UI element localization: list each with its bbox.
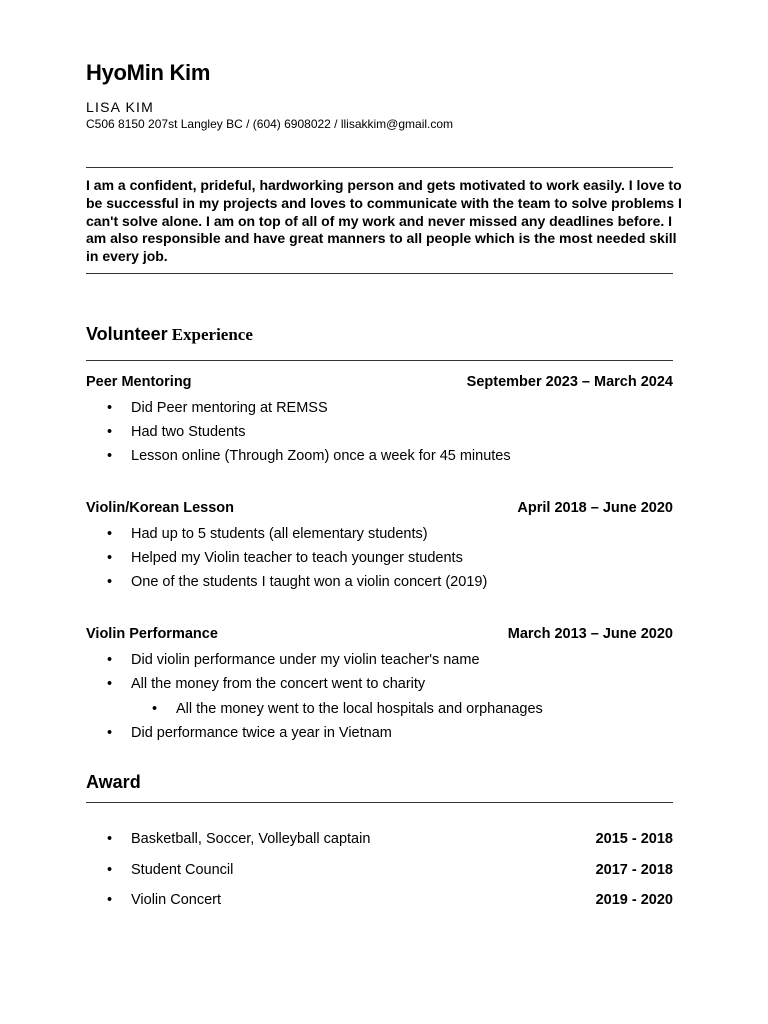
list-item: • One of the students I taught won a violin concert (2019) [107,574,488,590]
award-years: 2015 - 2018 [595,831,673,847]
divider [86,802,673,803]
award-years: 2017 - 2018 [595,862,673,878]
bullet-icon: • [107,676,113,692]
entry-title: Violin Performance [86,626,218,642]
award-item: • Student Council [107,862,234,878]
award-item: • Violin Concert [107,892,222,908]
list-item: • Did Peer mentoring at REMSS [107,400,328,416]
list-item: • Had up to 5 students (all elementary students) [107,526,428,542]
list-item: • Did performance twice a year in Vietnam [107,725,392,741]
sub-list-item: • All the money went to the local hospitals and orphanages [152,701,543,717]
entry-title: Peer Mentoring [86,374,192,390]
award-item: • Basketball, Soccer, Volleyball captain [107,831,371,847]
section-subtitle: Experience [171,325,253,344]
bullet-icon: • [107,400,113,416]
volunteer-section-heading [86,324,253,345]
resume-name: HyoMin Kim [86,60,211,85]
bullet-icon: • [107,652,113,668]
entry-dates: March 2013 – June 2020 [507,626,673,642]
entry-title: Violin/Korean Lesson [86,500,234,516]
entry-dates: April 2018 – June 2020 [517,500,673,516]
award-years: 2019 - 2020 [595,892,673,908]
entry-dates: September 2023 – March 2024 [466,374,673,390]
bullet-icon: • [152,701,158,717]
section-title: Volunteer [86,324,168,344]
bullet-icon: • [107,424,113,440]
bullet-icon: • [107,574,113,590]
bullet-icon: • [107,892,113,908]
list-item: • Had two Students [107,424,246,440]
award-section-heading: Award [86,772,141,792]
bullet-icon: • [107,831,113,847]
list-item: • Lesson online (Through Zoom) once a week for 45 minutes [107,448,511,464]
divider [86,167,673,168]
bullet-icon: • [107,862,113,878]
divider [86,360,673,361]
contact-info: C506 8150 207st Langley BC / (604) 6908022 / llisakkim@gmail.com [86,117,454,131]
resume-alias: LISA KIM [86,99,154,115]
list-item: • Did violin performance under my violin teacher's name [107,652,480,668]
bullet-icon: • [107,526,113,542]
bullet-icon: • [107,725,113,741]
list-item: • Helped my Violin teacher to teach younger students [107,550,463,566]
summary-paragraph: I am a confident, prideful, hardworking person and gets motivated to work easily. I love to be successful in my projects and loves to communicate with the team to solve problems I can't solve alone. I am on top of all of my work and never missed any deadlines before. I am also responsible and have great manners to all people which is the most needed skill in every job. [86,177,682,265]
bullet-icon: • [107,550,113,566]
divider [86,273,673,274]
list-item: • All the money from the concert went to charity [107,676,426,692]
bullet-icon: • [107,448,113,464]
